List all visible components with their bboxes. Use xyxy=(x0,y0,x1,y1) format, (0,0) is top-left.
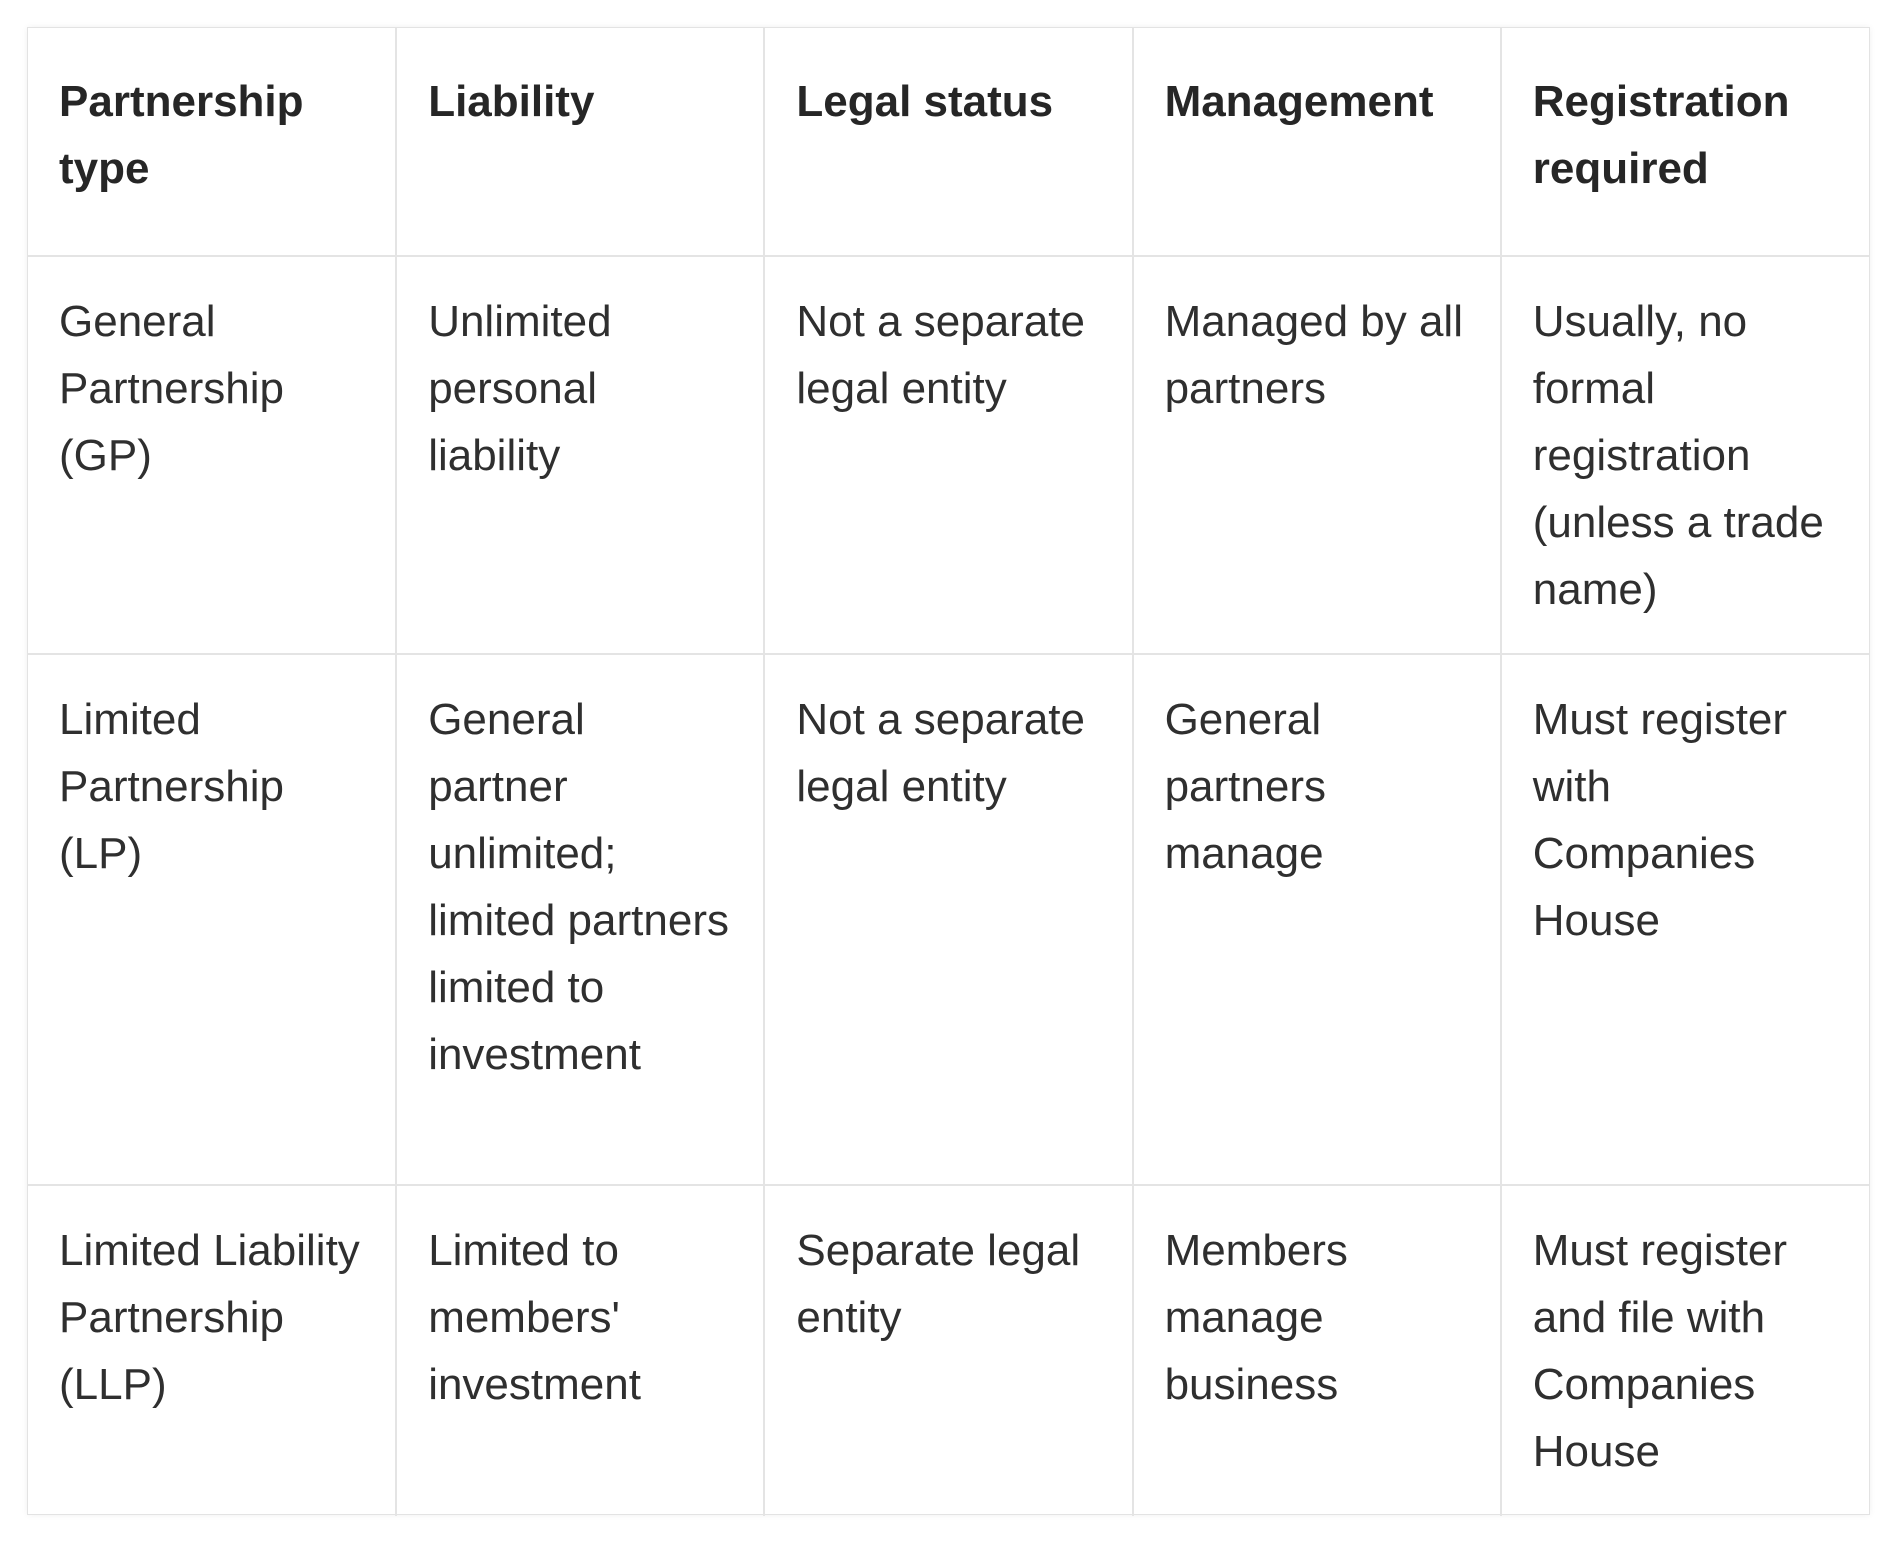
cell-registration-required: Must register with Companies House xyxy=(1501,654,1869,1185)
cell-registration-required: Must register and file with Companies House xyxy=(1501,1185,1869,1516)
cell-partnership-type: Limited Liability Partnership (LLP) xyxy=(28,1185,396,1516)
table-row xyxy=(28,1185,1869,1516)
comparison-table-container xyxy=(27,27,1870,1515)
cell-legal-status: Separate legal entity xyxy=(764,1185,1132,1516)
header-legal-status: Legal status xyxy=(764,28,1132,256)
cell-management: Members manage business xyxy=(1133,1185,1501,1516)
cell-partnership-type: Limited Partnership (LP) xyxy=(28,654,396,1185)
cell-management: Managed by all partners xyxy=(1133,256,1501,654)
table-row xyxy=(28,654,1869,1185)
header-registration-required: Registration required xyxy=(1501,28,1869,256)
header-partnership-type: Partnership type xyxy=(28,28,396,256)
cell-partnership-type: General Partnership (GP) xyxy=(28,256,396,654)
cell-legal-status: Not a separate legal entity xyxy=(764,654,1132,1185)
header-management: Management xyxy=(1133,28,1501,256)
cell-liability: Unlimited personal liability xyxy=(396,256,764,654)
cell-liability: General partner unlimited; limited partners limited to investment xyxy=(396,654,764,1185)
cell-liability: Limited to members' investment xyxy=(396,1185,764,1516)
table-header-row xyxy=(28,28,1869,256)
table-row xyxy=(28,256,1869,654)
partnership-comparison-table xyxy=(28,28,1869,1516)
cell-registration-required: Usually, no formal registration (unless a trade name) xyxy=(1501,256,1869,654)
header-liability: Liability xyxy=(396,28,764,256)
cell-management: General partners manage xyxy=(1133,654,1501,1185)
cell-legal-status: Not a separate legal entity xyxy=(764,256,1132,654)
